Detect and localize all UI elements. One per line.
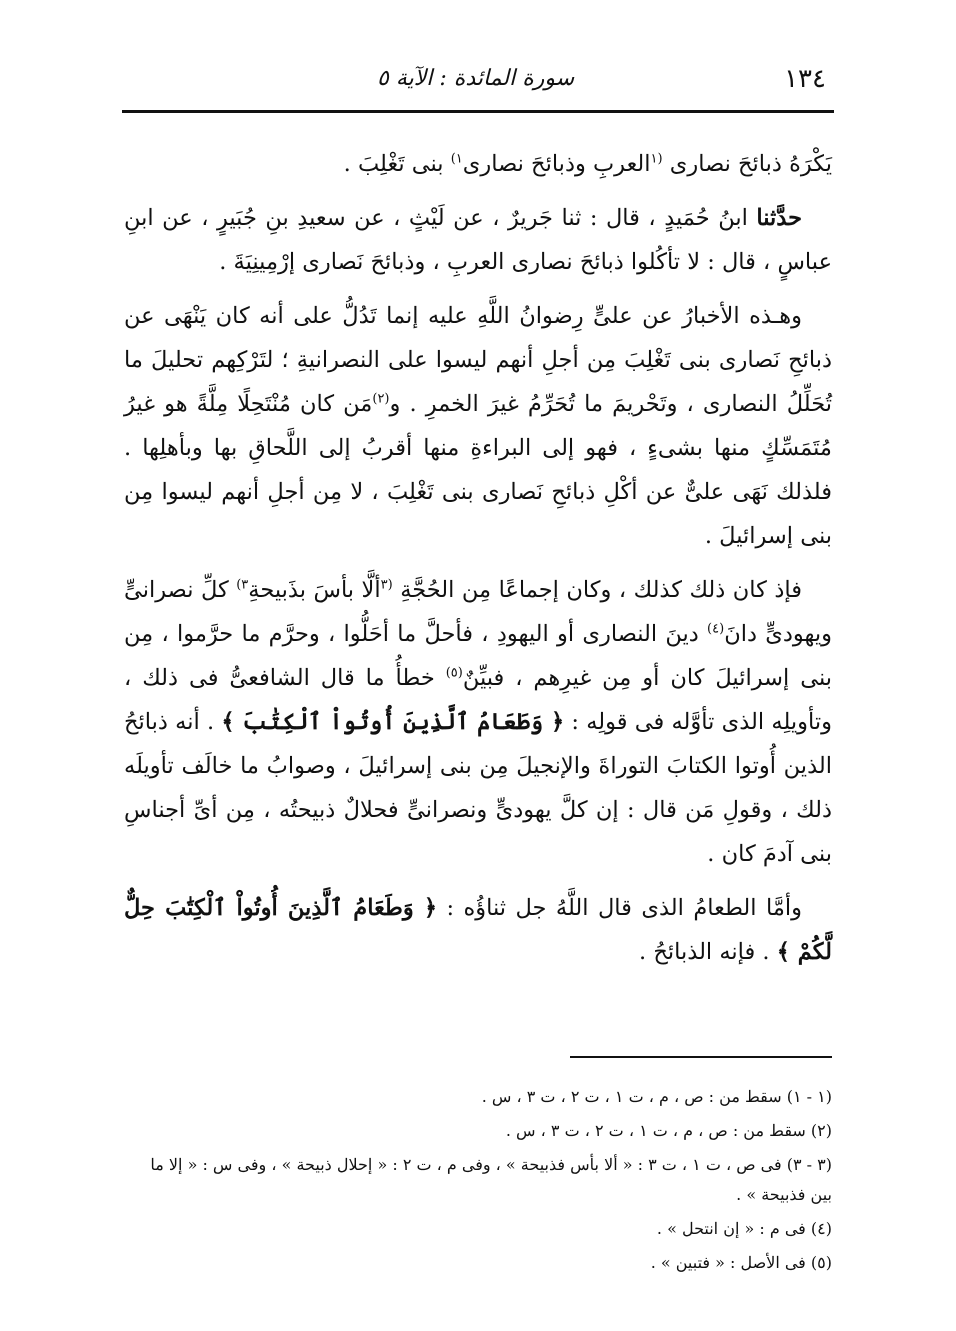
text-run: وأمَّا الطعامُ الذى قال اللَّهُ جل ثناؤُه : [437, 895, 802, 921]
text-run: دينَ النصارى أو اليهودِ ، فأحلَّ ما أحَلُّوا ، وحرَّم ما حرَّموا ، مِن بنى إسرائيلَ كان أو مِن غيرِهم ، فبيِّنٌ [124, 621, 832, 691]
footnote-marker: ٣) [236, 577, 249, 593]
paragraph-4 [124, 568, 832, 876]
quran-quote: ﴿ وَطَعَامُ ٱلَّذِينَ أُوتُواْ ٱلْكِتَٰبَ ﴾ [221, 709, 565, 735]
main-text [124, 142, 832, 984]
page-header [122, 58, 826, 108]
text-run: بنى تَغْلِبَ . [343, 151, 451, 177]
footnote-marker: (٢) [372, 391, 390, 407]
footnote: (٣ - ٣) فى ص ، ت ١ ، ت ٣ : « ألا بأس فذبيحة » ، وفى م ، ت ٢ : « إحلال ذبيحة » ، وفى س : « إلا ما بين فذبيحة » . [150, 1155, 832, 1204]
running-title: سورة المائدة : الآية ٥ [377, 66, 575, 91]
text-run: ألَّا بأسَ بذَبيحةِ [248, 577, 381, 603]
text-run: . أنه ذبائحُ الذين أُوتوا الكتابَ التوراةَ والإنجيلَ مِن بنى إسرائيلَ ، وصوابُ ما خالَف تأويلَه ذلك ، وقولِ مَن قال : إن كلَّ يهودىٍّ ونصرانىٍّ فحلالٌ ذبيحتُه ، مِن أىِّ أجناسِ بنى آدمَ كان . [124, 709, 832, 867]
paragraph-1 [124, 142, 832, 186]
footnote-marker: (١ [650, 151, 663, 167]
hadith-lead: حدَّثنا [756, 205, 802, 231]
paragraph-2 [124, 196, 832, 284]
paragraph-5 [124, 886, 832, 974]
footnote-marker: (٣ [380, 577, 393, 593]
text-run: وهـذه الأخبارُ عن علىٍّ رِضوانُ اللَّهِ عليه إنما تَدُلُّ على أنه كان يَنْهَى عن ذبائحِ نَصارى بنى تَغْلِبَ مِن أجلِ أنهم ليسوا على النصرانيةِ ؛ لتَرْكِهم تحليلَ ما تُحَلِّلُ النصارى ، وتَحْريمَ ما تُحَرِّمُ غيرَ الخمرِ . و [124, 303, 833, 417]
footnote: (١ - ١) سقط من : ص ، م ، ت ١ ، ت ٢ ، ت ٣ ، س . [481, 1087, 832, 1106]
header-rule [122, 110, 834, 113]
quran-quote: ﴿ وَطَعَامُ ٱلَّذِينَ أُوتُواْ ٱلْكِتَٰبَ حِلٌّ لَّكُمْ ﴾ [124, 895, 832, 965]
footnote-marker: (٥) [445, 665, 463, 681]
text-run: يَكْرَهُ ذبائحَ نصارى [662, 151, 832, 177]
footnote: (٢) سقط من : ص ، م ، ت ١ ، ت ٢ ، ت ٣ ، س . [505, 1121, 832, 1140]
text-run: فإذ كان ذلك كذلك ، وكان إجماعًا مِن الحُجَّةِ [392, 577, 802, 603]
footnote: (٥) فى الأصل : « فتبين » . [650, 1253, 832, 1272]
footnote-marker: (٤) [707, 621, 725, 637]
footnotes [124, 1082, 832, 1282]
footnote: (٤) فى م : « إن انتحل » . [656, 1219, 832, 1238]
text-run: العربِ وذبائحَ نصارى [462, 151, 651, 177]
text-run: خطأُ ما قال الشافعىُّ فى ذلك ، وتأويلِه الذى تأوَّله فى قولِه : [124, 665, 832, 735]
text-run: مَن كان مُنْتَحِلًا مِلَّةً هو غيرُ مُتَمَسِّكٍ منها بشىءٍ ، فهو إلى البراءةِ منها أقربُ إلى اللَّحاقِ بها وبأهلِها . فلذلك نَهَى علىٌّ عن أكْلِ ذبائحِ نَصارى بنى تَغْلِبَ ، لا مِن أجلِ أنهم ليسوا مِن بنى إسرائيلَ . [124, 391, 832, 549]
footnote-rule [570, 1056, 832, 1058]
text-run: كلِّ نصرانىٍّ ويهودىٍّ دانَ [124, 577, 832, 647]
page-number: ١٣٤ [784, 64, 826, 94]
text-run: ابنُ حُمَيدٍ ، قال : ثنا جَريرٌ ، عن لَيْثٍ ، عن سعيدِ بنِ جُبَيرٍ ، عن ابنِ عباسٍ ، قال : لا تأكُلوا ذبائحَ نصارى العربِ ، وذبائحَ نَصارى إرْمِينِيَةَ . [124, 205, 832, 275]
footnote-marker: ١) [450, 151, 463, 167]
text-run: . فإنه الذبائحُ . [639, 939, 777, 965]
paragraph-3 [124, 294, 832, 558]
